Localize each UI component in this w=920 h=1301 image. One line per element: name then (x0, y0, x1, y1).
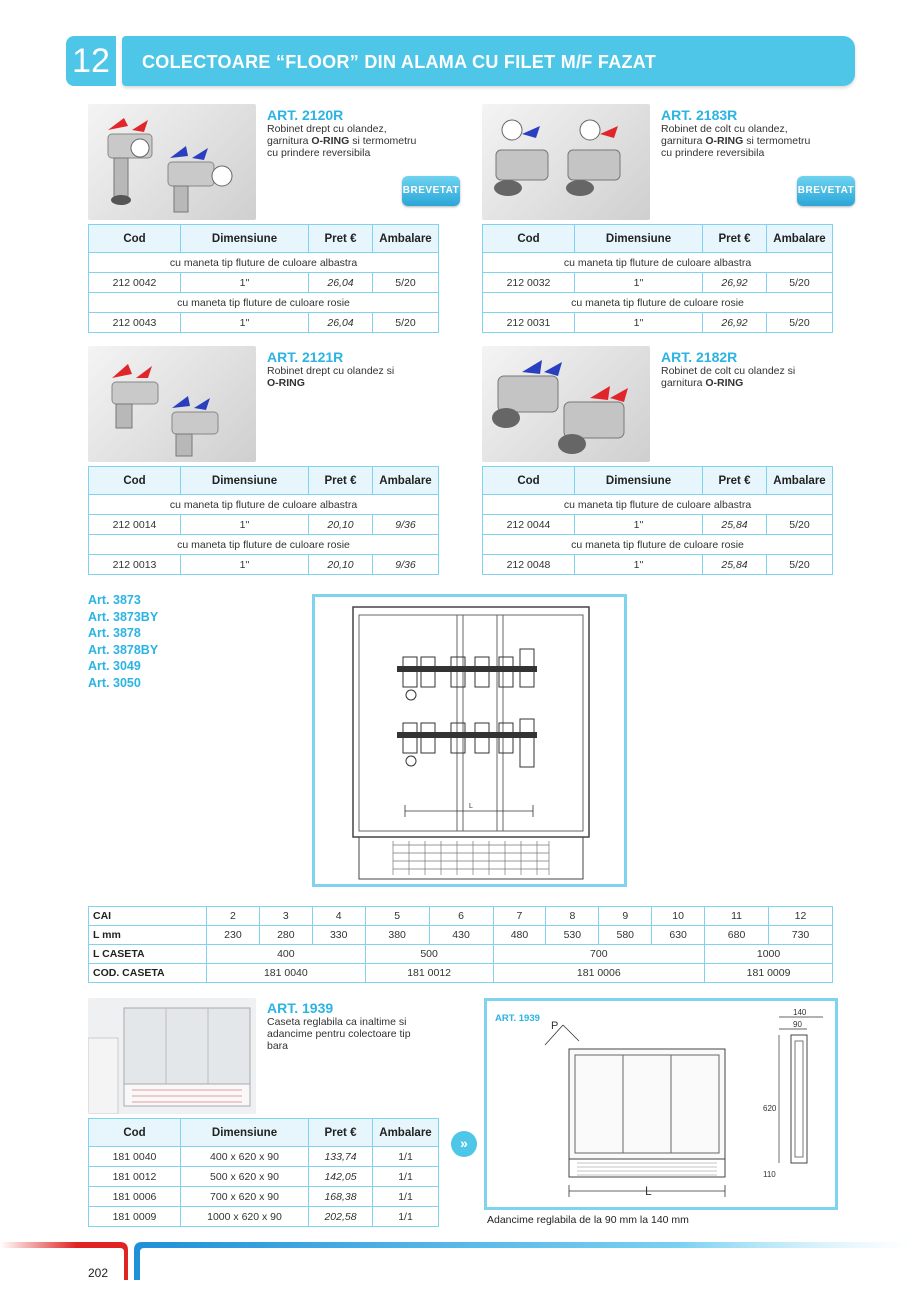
section-label: cu maneta tip fluture de culoare albastra (89, 495, 439, 515)
column-header-ambalare: Ambalare (767, 225, 833, 253)
chapter-number: 12 (66, 36, 116, 86)
table-row: 212 0014 1'' 20,10 9/36 (89, 515, 439, 535)
article-title-2183r: ART. 2183R (661, 107, 738, 123)
table-row: COD. CASETA 181 0040 181 0012 181 0006 181 0009 (89, 964, 833, 983)
double-chevron-right-icon: » (451, 1131, 477, 1157)
price-table-1939 (88, 1118, 439, 1227)
column-header-pret: Pret € (703, 225, 767, 253)
section-label: cu maneta tip fluture de culoare rosie (483, 293, 833, 313)
table-row: CAI 2 3 4 5 6 7 8 9 10 11 12 (89, 907, 833, 926)
article-description-2182r: Robinet de colt cu olandez si garnitura O-RING (661, 365, 796, 389)
dimension-l-label: L (469, 803, 473, 810)
dimension-90-label: 90 (793, 1020, 802, 1029)
column-header-cod: Cod (483, 467, 575, 495)
article-title-2120r: ART. 2120R (267, 107, 344, 123)
price-table-2120r (88, 224, 439, 333)
table-row: L CASETA 400 500 700 1000 (89, 945, 833, 964)
price-table-2183r (482, 224, 833, 333)
article-title-2182r: ART. 2182R (661, 349, 738, 365)
column-header-dimensiune: Dimensiune (181, 225, 309, 253)
footer-stripe (0, 1238, 920, 1282)
product-photo-2120r (88, 104, 256, 220)
patent-badge: BREVETAT (402, 176, 460, 206)
column-header-ambalare: Ambalare (373, 225, 439, 253)
column-header-pret: Pret € (309, 225, 373, 253)
page-title: COLECTOARE “FLOOR” DIN ALAMA CU FILET M/F FAZAT (122, 36, 855, 86)
table-row: 212 0031 1'' 26,92 5/20 (483, 313, 833, 333)
patent-badge: BREVETAT (797, 176, 855, 206)
column-header-dimensiune: Dimensiune (181, 467, 309, 495)
table-row: 212 0042 1'' 26,04 5/20 (89, 273, 439, 293)
section-label: cu maneta tip fluture de culoare rosie (89, 535, 439, 555)
cabinet-drawing (484, 998, 838, 1210)
product-photo-2183r (482, 104, 650, 220)
table-row: 181 0006 700 x 620 x 90 168,38 1/1 (89, 1187, 439, 1207)
price-table-2121r (88, 466, 439, 575)
column-header-pret: Pret € (703, 467, 767, 495)
column-header-cod: Cod (89, 467, 181, 495)
article-description-1939: Caseta reglabila ca inaltime si adancime pentru colectoare tip bara (267, 1016, 411, 1052)
dimension-p-label: P (551, 1020, 559, 1032)
article-title-1939: ART. 1939 (267, 1000, 334, 1016)
list-item: Art. 3878BY (88, 642, 159, 657)
channels-table (88, 906, 833, 983)
dimension-140-label: 140 (793, 1008, 807, 1017)
table-row: L mm 230 280 330 380 430 480 530 580 630 680 730 (89, 926, 833, 945)
dimension-110-label: 110 (763, 1170, 776, 1179)
product-photo-2182r (482, 346, 650, 462)
column-header-ambalare: Ambalare (767, 467, 833, 495)
section-label: cu maneta tip fluture de culoare albastra (89, 253, 439, 273)
table-row: 212 0032 1'' 26,92 5/20 (483, 273, 833, 293)
article-list (88, 592, 158, 691)
table-row: 212 0044 1'' 25,84 5/20 (483, 515, 833, 535)
column-header-dimensiune: Dimensiune (181, 1119, 309, 1147)
column-header-pret: Pret € (309, 1119, 373, 1147)
article-description-2121r: Robinet drept cu olandez si O-RING (267, 365, 395, 389)
list-item: Art. 3050 (88, 675, 141, 690)
product-photo-1939 (88, 998, 256, 1114)
section-label: cu maneta tip fluture de culoare albastra (483, 253, 833, 273)
column-header-ambalare: Ambalare (373, 1119, 439, 1147)
price-table-2182r (482, 466, 833, 575)
column-header-ambalare: Ambalare (373, 467, 439, 495)
list-item: Art. 3873BY (88, 609, 159, 624)
manifold-drawing (312, 594, 627, 887)
table-row: 181 0009 1000 x 620 x 90 202,58 1/1 (89, 1207, 439, 1227)
dimension-620-label: 620 (763, 1104, 777, 1113)
column-header-dimensiune: Dimensiune (575, 225, 703, 253)
section-label: cu maneta tip fluture de culoare rosie (89, 293, 439, 313)
section-label: cu maneta tip fluture de culoare rosie (483, 535, 833, 555)
drawing-label: ART. 1939 (495, 1013, 540, 1024)
list-item: Art. 3878 (88, 626, 141, 640)
section-label: cu maneta tip fluture de culoare albastra (483, 495, 833, 515)
table-row: 212 0043 1'' 26,04 5/20 (89, 313, 439, 333)
table-row: 181 0012 500 x 620 x 90 142,05 1/1 (89, 1167, 439, 1187)
article-description-2183r: Robinet de colt cu olandez, garnitura O-RING si termometru cu prindere reversibila (661, 123, 811, 159)
article-description-2120r: Robinet drept cu olandez, garnitura O-RING si termometru cu prindere reversibila (267, 123, 417, 159)
table-row: 212 0048 1'' 25,84 5/20 (483, 555, 833, 575)
product-photo-2121r (88, 346, 256, 462)
article-title-2121r: ART. 2121R (267, 349, 344, 365)
drawing-caption: Adancime reglabila de la 90 mm la 140 mm (487, 1214, 689, 1226)
page-number: 202 (88, 1266, 109, 1280)
column-header-pret: Pret € (309, 467, 373, 495)
table-row: 181 0040 400 x 620 x 90 133,74 1/1 (89, 1147, 439, 1167)
dimension-l-label: L (645, 1184, 652, 1198)
column-header-cod: Cod (89, 1119, 181, 1147)
column-header-cod: Cod (483, 225, 575, 253)
table-row: 212 0013 1'' 20,10 9/36 (89, 555, 439, 575)
column-header-cod: Cod (89, 225, 181, 253)
column-header-dimensiune: Dimensiune (575, 467, 703, 495)
list-item: Art. 3049 (88, 659, 141, 673)
list-item: Art. 3873 (88, 593, 141, 607)
